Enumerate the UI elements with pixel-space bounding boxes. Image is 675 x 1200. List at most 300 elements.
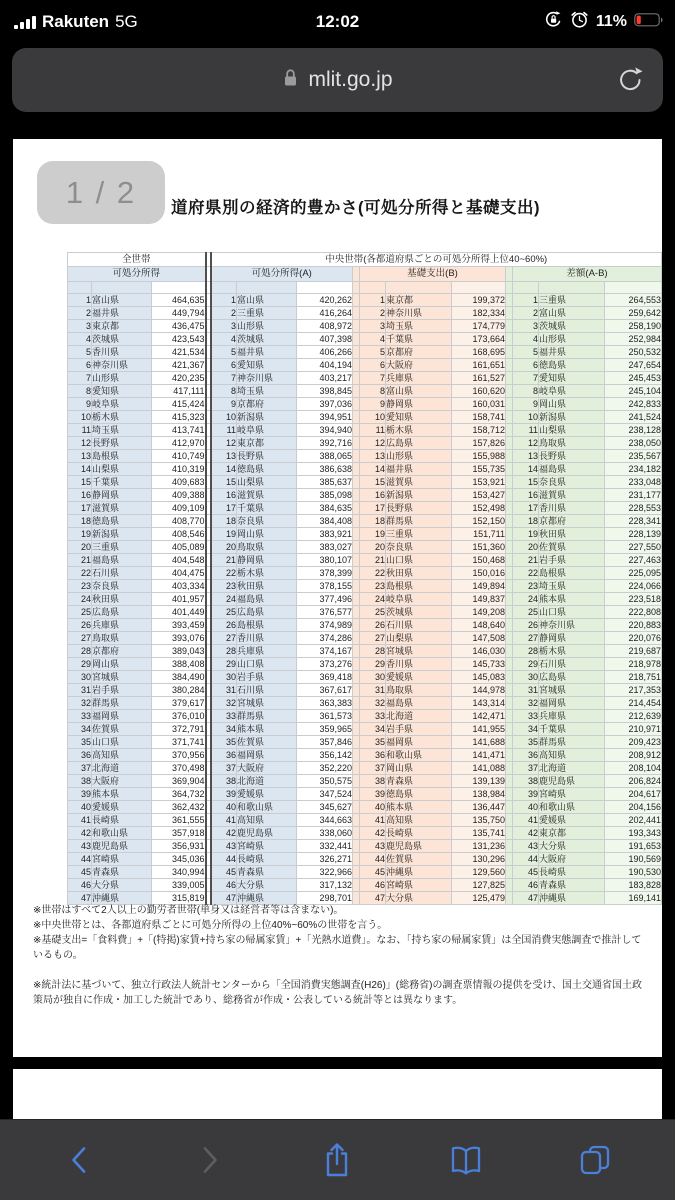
table-cell: 香川県 <box>237 632 297 645</box>
table-cell: 24 <box>68 593 92 606</box>
table-cell: 43 <box>360 840 386 853</box>
table-row <box>68 437 662 450</box>
group-separator <box>506 398 513 411</box>
table-cell: 東京都 <box>539 827 605 840</box>
table-cell: 京都府 <box>92 645 152 658</box>
table-cell: 奈良県 <box>386 541 452 554</box>
table-row <box>68 814 662 827</box>
table-cell: 山梨県 <box>237 476 297 489</box>
table-cell: 377,496 <box>297 593 353 606</box>
table-cell: 148,640 <box>452 619 506 632</box>
table-cell: 長崎県 <box>237 853 297 866</box>
table-cell: 345,036 <box>152 853 206 866</box>
table-cell: 宮崎県 <box>386 879 452 892</box>
table-cell: 150,016 <box>452 567 506 580</box>
group-separator <box>353 320 360 333</box>
table-cell: 141,955 <box>452 723 506 736</box>
table-cell: 22 <box>360 567 386 580</box>
url-domain-label: mlit.go.jp <box>308 68 393 91</box>
group-separator <box>353 515 360 528</box>
table-cell: 41 <box>68 814 92 827</box>
table-cell: 46 <box>513 879 539 892</box>
table-cell: 40 <box>360 801 386 814</box>
table-row <box>68 450 662 463</box>
table-cell: 大分県 <box>237 879 297 892</box>
table-cell <box>539 282 605 294</box>
table-cell: 32 <box>68 697 92 710</box>
table-cell: 38 <box>211 775 237 788</box>
table-cell: 京都府 <box>539 515 605 528</box>
table-cell: 125,479 <box>452 892 506 905</box>
table-cell: 福岡県 <box>92 710 152 723</box>
table-cell: 東京都 <box>92 320 152 333</box>
group-separator <box>506 684 513 697</box>
table-cell: 416,264 <box>297 307 353 320</box>
table-cell: 長野県 <box>539 450 605 463</box>
table-cell: 高知県 <box>92 749 152 762</box>
table-cell: 370,956 <box>152 749 206 762</box>
group-separator <box>506 528 513 541</box>
table-cell: 岐阜県 <box>386 593 452 606</box>
table-cell: 岡山県 <box>237 528 297 541</box>
table-cell: 滋賀県 <box>92 502 152 515</box>
table-row <box>68 684 662 697</box>
table-cell: 6 <box>68 359 92 372</box>
header-all-households: 全世帯 <box>68 253 206 267</box>
table-cell: 埼玉県 <box>237 385 297 398</box>
table-cell: 京都府 <box>237 398 297 411</box>
table-cell: 29 <box>211 658 237 671</box>
table-cell: 滋賀県 <box>237 489 297 502</box>
table-cell <box>152 282 206 294</box>
group-separator <box>506 801 513 814</box>
table-cell: 岩手県 <box>237 671 297 684</box>
group-separator <box>353 710 360 723</box>
forward-button[interactable] <box>187 1138 231 1182</box>
table-cell: 30 <box>68 671 92 684</box>
table-cell: 12 <box>211 437 237 450</box>
table-cell: 147,508 <box>452 632 506 645</box>
table-cell: 228,139 <box>605 528 662 541</box>
table-cell: 20 <box>211 541 237 554</box>
group-separator <box>353 359 360 372</box>
group-separator <box>506 645 513 658</box>
table-row <box>68 710 662 723</box>
table-cell: 大阪府 <box>386 359 452 372</box>
group-separator <box>353 866 360 879</box>
table-cell: 14 <box>513 463 539 476</box>
table-cell: 384,490 <box>152 671 206 684</box>
table-cell: 413,741 <box>152 424 206 437</box>
table-cell: 北海道 <box>386 710 452 723</box>
table-cell: 326,271 <box>297 853 353 866</box>
table-cell: 29 <box>68 658 92 671</box>
table-cell: 160,031 <box>452 398 506 411</box>
table-cell: 138,984 <box>452 788 506 801</box>
table-row <box>68 801 662 814</box>
table-cell: 245,453 <box>605 372 662 385</box>
group-separator <box>353 372 360 385</box>
table-cell: 19 <box>68 528 92 541</box>
table-cell: 8 <box>360 385 386 398</box>
table-cell: 福岡県 <box>386 736 452 749</box>
table-header-row-groups <box>68 253 662 267</box>
table-cell: 401,449 <box>152 606 206 619</box>
table-cell: 47 <box>360 892 386 905</box>
table-cell: 372,791 <box>152 723 206 736</box>
table-cell: 234,182 <box>605 463 662 476</box>
table-cell: 群馬県 <box>539 736 605 749</box>
table-cell: 26 <box>360 619 386 632</box>
table-cell: 136,447 <box>452 801 506 814</box>
table-cell: 21 <box>68 554 92 567</box>
group-separator <box>506 411 513 424</box>
document-title: 道府県別の経済的豊かさ(可処分所得と基礎支出) <box>171 199 540 217</box>
table-row <box>68 645 662 658</box>
table-cell: 241,524 <box>605 411 662 424</box>
group-separator <box>506 515 513 528</box>
header-disposable-income: 可処分所得 <box>68 267 206 282</box>
table-cell: 383,027 <box>297 541 353 554</box>
table-cell: 39 <box>513 788 539 801</box>
table-cell: 204,617 <box>605 788 662 801</box>
table-cell: 39 <box>360 788 386 801</box>
table-cell: 23 <box>360 580 386 593</box>
table-cell: 245,104 <box>605 385 662 398</box>
group-separator <box>353 307 360 320</box>
table-cell: 183,828 <box>605 879 662 892</box>
table-cell: 415,323 <box>152 411 206 424</box>
table-cell: 33 <box>360 710 386 723</box>
table-cell: 17 <box>360 502 386 515</box>
table-cell: 37 <box>68 762 92 775</box>
group-separator <box>506 840 513 853</box>
table-cell: 20 <box>513 541 539 554</box>
group-separator <box>506 424 513 437</box>
table-cell: 13 <box>360 450 386 463</box>
table-cell: 130,296 <box>452 853 506 866</box>
group-separator <box>506 619 513 632</box>
table-cell: 31 <box>211 684 237 697</box>
header-basic-expenditure-b: 基礎支出(B) <box>360 267 506 282</box>
table-cell: 島根県 <box>92 450 152 463</box>
table-cell: 2 <box>68 307 92 320</box>
group-separator <box>353 593 360 606</box>
table-cell: 228,553 <box>605 502 662 515</box>
table-row <box>68 788 662 801</box>
group-separator <box>506 879 513 892</box>
table-cell: 150,468 <box>452 554 506 567</box>
table-cell: 174,779 <box>452 320 506 333</box>
group-separator <box>353 463 360 476</box>
browser-toolbar <box>0 1119 675 1200</box>
table-cell: 14 <box>211 463 237 476</box>
table-cell: 364,732 <box>152 788 206 801</box>
table-row <box>68 866 662 879</box>
table-cell: 250,532 <box>605 346 662 359</box>
table-cell: 127,825 <box>452 879 506 892</box>
table-row <box>68 411 662 424</box>
table-cell: 361,555 <box>152 814 206 827</box>
table-cell: 397,036 <box>297 398 353 411</box>
table-cell: 409,683 <box>152 476 206 489</box>
group-separator <box>353 346 360 359</box>
table-cell: 佐賀県 <box>92 723 152 736</box>
table-cell: 7 <box>513 372 539 385</box>
group-separator <box>506 450 513 463</box>
table-cell: 378,155 <box>297 580 353 593</box>
table-cell: 26 <box>68 619 92 632</box>
table-cell: 群馬県 <box>92 697 152 710</box>
table-cell: 129,560 <box>452 866 506 879</box>
group-separator <box>353 267 360 282</box>
table-row <box>68 606 662 619</box>
table-cell: 茨城県 <box>539 320 605 333</box>
table-cell: 224,066 <box>605 580 662 593</box>
table-cell: 福井県 <box>539 346 605 359</box>
table-row <box>68 580 662 593</box>
table-cell: 山口県 <box>237 658 297 671</box>
group-separator <box>353 567 360 580</box>
table-cell: 144,978 <box>452 684 506 697</box>
table-cell: 岐阜県 <box>92 398 152 411</box>
table-cell: 15 <box>360 476 386 489</box>
table-cell: 鳥取県 <box>92 632 152 645</box>
table-cell: 石川県 <box>237 684 297 697</box>
table-cell: 埼玉県 <box>539 580 605 593</box>
table-cell: 141,088 <box>452 762 506 775</box>
table-cell: 151,711 <box>452 528 506 541</box>
share-button[interactable] <box>315 1138 359 1182</box>
table-cell: 11 <box>68 424 92 437</box>
table-cell: 404,475 <box>152 567 206 580</box>
table-cell: 27 <box>68 632 92 645</box>
table-row <box>68 476 662 489</box>
table-row <box>68 372 662 385</box>
table-cell: 15 <box>513 476 539 489</box>
group-separator <box>353 671 360 684</box>
table-row <box>68 333 662 346</box>
table-cell: 33 <box>211 710 237 723</box>
table-cell: 146,030 <box>452 645 506 658</box>
table-cell: 15 <box>68 476 92 489</box>
table-cell: 秋田県 <box>237 580 297 593</box>
table-cell: 44 <box>211 853 237 866</box>
table-cell: 298,701 <box>297 892 353 905</box>
table-cell: 388,408 <box>152 658 206 671</box>
table-row <box>68 593 662 606</box>
group-separator <box>506 697 513 710</box>
table-cell: 4 <box>360 333 386 346</box>
table-cell: 沖縄県 <box>539 892 605 905</box>
table-row <box>68 502 662 515</box>
table-cell: 384,635 <box>297 502 353 515</box>
table-row <box>68 723 662 736</box>
back-button[interactable] <box>58 1138 102 1182</box>
table-cell: 28 <box>360 645 386 658</box>
table-cell: 32 <box>360 697 386 710</box>
table-cell: 371,741 <box>152 736 206 749</box>
table-cell: 宮城県 <box>386 645 452 658</box>
table-cell: 34 <box>360 723 386 736</box>
table-cell: 409,388 <box>152 489 206 502</box>
table-cell: 464,635 <box>152 294 206 307</box>
table-cell: 209,423 <box>605 736 662 749</box>
table-cell: 219,687 <box>605 645 662 658</box>
table-cell: 5 <box>211 346 237 359</box>
tabs-button[interactable] <box>573 1138 617 1182</box>
table-cell: 静岡県 <box>237 554 297 567</box>
group-separator <box>353 619 360 632</box>
table-cell: 広島県 <box>539 671 605 684</box>
table-cell: 16 <box>68 489 92 502</box>
group-separator <box>353 528 360 541</box>
table-cell <box>360 282 386 294</box>
table-cell: 357,918 <box>152 827 206 840</box>
table-cell: 19 <box>360 528 386 541</box>
network-type-label: 5G <box>115 12 138 31</box>
table-cell: 34 <box>513 723 539 736</box>
table-cell: 三重県 <box>237 307 297 320</box>
table-cell: 13 <box>513 450 539 463</box>
table-cell: 25 <box>68 606 92 619</box>
table-cell: 376,577 <box>297 606 353 619</box>
group-separator <box>506 593 513 606</box>
group-separator <box>353 282 360 294</box>
group-separator <box>506 853 513 866</box>
table-cell: 149,894 <box>452 580 506 593</box>
table-cell: 135,750 <box>452 814 506 827</box>
table-cell: 熊本県 <box>237 723 297 736</box>
table-cell: 369,904 <box>152 775 206 788</box>
table-cell <box>605 282 662 294</box>
table-cell: 和歌山県 <box>92 827 152 840</box>
table-cell: 31 <box>360 684 386 697</box>
table-cell: 151,360 <box>452 541 506 554</box>
table-cell: 46 <box>68 879 92 892</box>
table-cell: 宮崎県 <box>237 840 297 853</box>
table-cell: 岡山県 <box>539 398 605 411</box>
table-cell: 350,575 <box>297 775 353 788</box>
table-cell: 131,236 <box>452 840 506 853</box>
table-cell: 378,399 <box>297 567 353 580</box>
table-cell: 山口県 <box>92 736 152 749</box>
table-cell: 191,653 <box>605 840 662 853</box>
table-cell: 259,642 <box>605 307 662 320</box>
table-cell: 福岡県 <box>539 697 605 710</box>
table-cell: 13 <box>211 450 237 463</box>
group-separator <box>353 645 360 658</box>
table-cell: 158,712 <box>452 424 506 437</box>
table-cell: 山梨県 <box>92 463 152 476</box>
table-cell: 204,156 <box>605 801 662 814</box>
table-cell: 14 <box>68 463 92 476</box>
table-cell: 25 <box>513 606 539 619</box>
table-cell: 408,972 <box>297 320 353 333</box>
group-separator <box>506 658 513 671</box>
reload-button[interactable] <box>617 65 643 98</box>
table-cell: 210,971 <box>605 723 662 736</box>
table-cell: 1 <box>360 294 386 307</box>
table-cell: 三重県 <box>539 294 605 307</box>
group-separator <box>353 879 360 892</box>
group-separator <box>353 476 360 489</box>
bookmarks-button[interactable] <box>444 1138 488 1182</box>
table-cell: 大分県 <box>386 892 452 905</box>
table-cell: 富山県 <box>92 294 152 307</box>
table-cell: 338,060 <box>297 827 353 840</box>
table-cell: 8 <box>513 385 539 398</box>
table-cell: 212,639 <box>605 710 662 723</box>
group-separator <box>353 775 360 788</box>
table-cell: 9 <box>68 398 92 411</box>
table-cell: 6 <box>211 359 237 372</box>
table-cell: 5 <box>68 346 92 359</box>
table-cell: 栃木県 <box>92 411 152 424</box>
table-cell: 208,912 <box>605 749 662 762</box>
table-cell: 332,441 <box>297 840 353 853</box>
table-cell: 徳島県 <box>92 515 152 528</box>
table-cell: 30 <box>360 671 386 684</box>
table-cell: 420,262 <box>297 294 353 307</box>
table-cell: 長野県 <box>92 437 152 450</box>
table-cell: 145,733 <box>452 658 506 671</box>
table-cell: 45 <box>513 866 539 879</box>
table-cell: 380,107 <box>297 554 353 567</box>
table-cell: 沖縄県 <box>237 892 297 905</box>
table-cell: 19 <box>513 528 539 541</box>
group-separator <box>506 437 513 450</box>
table-cell: 361,573 <box>297 710 353 723</box>
table-cell: 10 <box>513 411 539 424</box>
table-cell: 199,372 <box>452 294 506 307</box>
table-cell: 奈良県 <box>237 515 297 528</box>
table-cell: 山口県 <box>386 554 452 567</box>
table-row <box>68 658 662 671</box>
table-cell: 神奈川県 <box>92 359 152 372</box>
table-cell: 千葉県 <box>92 476 152 489</box>
group-separator <box>506 463 513 476</box>
table-cell: 25 <box>211 606 237 619</box>
table-cell: 7 <box>211 372 237 385</box>
table-cell: 静岡県 <box>92 489 152 502</box>
table-cell: 石川県 <box>92 567 152 580</box>
table-cell: 7 <box>360 372 386 385</box>
table-cell: 43 <box>68 840 92 853</box>
table-cell <box>386 282 452 294</box>
address-bar[interactable] <box>12 48 663 112</box>
table-cell: 群馬県 <box>386 515 452 528</box>
table-cell: 愛媛県 <box>539 814 605 827</box>
table-cell: 大阪府 <box>539 853 605 866</box>
table-cell: 43 <box>513 840 539 853</box>
status-bar <box>0 0 675 44</box>
table-cell: 3 <box>211 320 237 333</box>
table-cell: 344,663 <box>297 814 353 827</box>
table-cell: 39 <box>211 788 237 801</box>
group-separator <box>353 632 360 645</box>
table-cell: 373,276 <box>297 658 353 671</box>
table-cell: 157,826 <box>452 437 506 450</box>
group-separator <box>353 294 360 307</box>
table-cell: 新潟県 <box>539 411 605 424</box>
table-cell: 40 <box>513 801 539 814</box>
table-cell: 熊本県 <box>386 801 452 814</box>
table-cell: 352,220 <box>297 762 353 775</box>
table-cell: 190,530 <box>605 866 662 879</box>
table-cell: 岐阜県 <box>237 424 297 437</box>
table-cell: 155,988 <box>452 450 506 463</box>
